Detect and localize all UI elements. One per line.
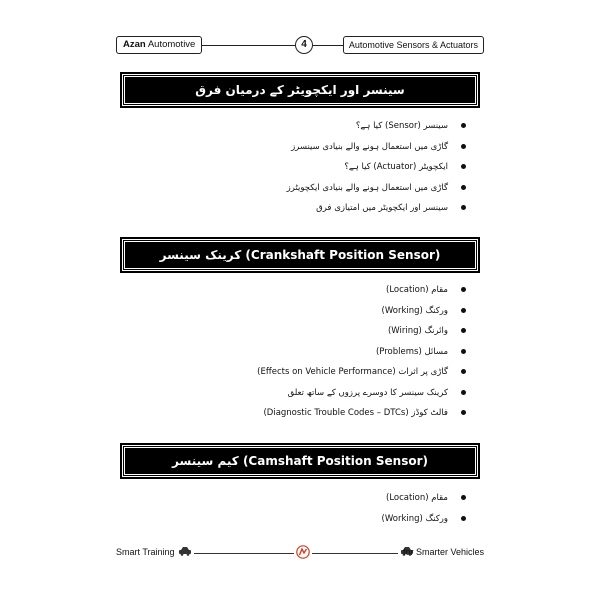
page-header: [116, 36, 484, 54]
list-item: [382, 511, 466, 532]
list-item: [257, 344, 466, 365]
list-item-text: گاڑی میں استعمال ہونے والے بنیادی سینسرز: [291, 141, 448, 152]
list-item-text: کرینک سینسر کا دوسرے پرزوں کے ساتھ تعلق: [287, 387, 448, 398]
brand-logo-icon: [296, 545, 310, 559]
bullet-icon: [461, 516, 466, 521]
section-list-crankshaft: [257, 282, 466, 426]
list-item: [287, 159, 466, 180]
footer-rule-right: [312, 553, 398, 554]
brand-name-bold: Azan: [123, 39, 146, 50]
brand-box: [116, 36, 202, 54]
page-footer: [116, 545, 484, 561]
footer-right-text: for Smarter Vehicles: [402, 547, 484, 557]
list-item-text: سینسر اور ایکچویٹر میں امتیازی فرق: [316, 203, 448, 213]
bullet-icon: [461, 410, 466, 415]
bullet-icon: [461, 123, 466, 128]
page-number: 4: [295, 36, 313, 54]
section-title: کرینک سینسر (Crankshaft Position Sensor): [159, 248, 441, 262]
list-item: [382, 490, 466, 511]
section-banner-crankshaft: [122, 239, 478, 271]
car-icon: [178, 546, 192, 556]
list-item: [287, 139, 466, 160]
list-item-text: مسائل (Problems): [375, 346, 448, 357]
list-item: [287, 118, 466, 139]
footer-rule-left: [194, 553, 294, 554]
list-item-text: ورکنگ (Working): [381, 305, 448, 316]
list-item: [257, 405, 466, 426]
brand-name-rest: Automotive: [145, 39, 196, 50]
bullet-icon: [461, 205, 466, 210]
document-page: [112, 0, 488, 600]
bullet-icon: [461, 287, 466, 292]
section-banner-camshaft: [122, 445, 478, 477]
section-title: سینسر اور ایکچویٹر کے درمیان فرق: [195, 83, 405, 97]
list-item: [257, 282, 466, 303]
footer-left-text: Smart Training: [116, 547, 175, 557]
list-item-text: ایکچویٹر (Actuator) کیا ہے؟: [344, 162, 448, 172]
bullet-icon: [461, 308, 466, 313]
bullet-icon: [461, 349, 466, 354]
list-item-text: مقام (Location): [385, 493, 448, 503]
section-banner-difference: [122, 74, 478, 106]
list-item-text: مقام (Location): [385, 285, 448, 295]
list-item-text: سینسر (Sensor) کیا ہے؟: [355, 121, 448, 131]
list-item: [257, 303, 466, 324]
list-item: [257, 323, 466, 344]
list-item-text: ورکنگ (Working): [381, 513, 448, 524]
bullet-icon: [461, 495, 466, 500]
list-item-text: وائرنگ (Wiring): [387, 326, 448, 336]
bullet-icon: [461, 144, 466, 149]
list-item-text: گاڑی میں استعمال ہونے والے بنیادی ایکچویٹرز: [286, 182, 448, 193]
chapter-title: Automotive Sensors & Actuators: [343, 36, 484, 54]
bullet-icon: [461, 185, 466, 190]
list-item: [257, 364, 466, 385]
bullet-icon: [461, 328, 466, 333]
list-item-text: گاڑی پر اثرات (Effects on Vehicle Performance): [257, 367, 448, 377]
list-item: [287, 200, 466, 221]
section-list-difference: [287, 118, 466, 221]
bullet-icon: [461, 369, 466, 374]
bullet-icon: [461, 164, 466, 169]
section-title: کیم سینسر (Camshaft Position Sensor): [172, 454, 428, 468]
list-item: [287, 180, 466, 201]
bullet-icon: [461, 390, 466, 395]
section-list-camshaft: [382, 490, 466, 531]
list-item-text: فالٹ کوڈز (Diagnostic Trouble Codes – DTCs): [263, 408, 448, 418]
list-item: [257, 385, 466, 406]
